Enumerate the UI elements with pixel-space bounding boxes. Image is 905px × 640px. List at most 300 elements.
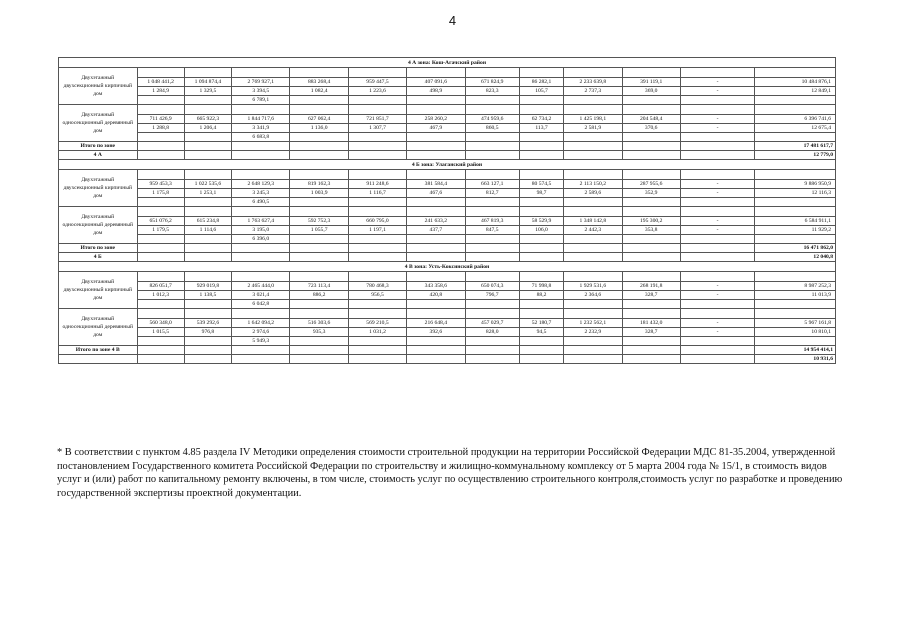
- empty-cell: [184, 151, 231, 160]
- cost-value-cell: 959 447,5: [348, 78, 406, 87]
- unit-cost-cell: 1 082,4: [290, 87, 348, 96]
- cost-value-cell: 539 292,6: [184, 319, 231, 328]
- cost-value-cell: -: [680, 319, 754, 328]
- cost-value-cell: 826 051,7: [137, 282, 184, 291]
- cost-value-cell: 516 303,6: [290, 319, 348, 328]
- empty-cell: [680, 253, 754, 262]
- empty-cell: [680, 133, 754, 142]
- unit-cost-cell: 2 232,9: [564, 328, 622, 337]
- empty-cell: [564, 207, 622, 217]
- empty-cell: [407, 96, 465, 105]
- unit-cost-cell: 498,9: [407, 87, 465, 96]
- empty-cell: [519, 68, 563, 78]
- spacer-row: [59, 170, 836, 180]
- cost-value-cell: 204 548,4: [622, 115, 680, 124]
- unit-cost-cell: 467,9: [407, 124, 465, 133]
- empty-cell: [407, 337, 465, 346]
- unit-cost-cell: 2 442,3: [564, 226, 622, 235]
- empty-cell: [184, 309, 231, 319]
- cost-value-cell: 959 453,3: [137, 180, 184, 189]
- building-type-label: Двухэтажный двухсекционный кирпичный дом: [59, 272, 138, 309]
- empty-cell: [407, 68, 465, 78]
- unit-cost-cell: 1 012,3: [137, 291, 184, 300]
- zone-total-label: 4 Б: [59, 253, 138, 262]
- cost-value-cell: 86 282,1: [519, 78, 563, 87]
- empty-cell: [232, 151, 290, 160]
- empty-cell: [519, 244, 563, 253]
- empty-cell: [622, 346, 680, 355]
- empty-cell: [232, 346, 290, 355]
- empty-cell: [519, 133, 563, 142]
- cost-value-cell: 663 127,1: [465, 180, 519, 189]
- empty-cell: [465, 96, 519, 105]
- empty-cell: [232, 272, 290, 282]
- zone-heading: 4 Б зона: Улаганский район: [59, 160, 836, 170]
- empty-cell: [184, 235, 231, 244]
- empty-cell: [290, 300, 348, 309]
- unit-cost-cell: 1 031,2: [348, 328, 406, 337]
- cost-value-cell: 1 048 441,2: [137, 78, 184, 87]
- cost-value-cell: 474 959,6: [465, 115, 519, 124]
- empty-cell: [232, 170, 290, 180]
- empty-cell: [232, 142, 290, 151]
- cost-value-cell: 1 348 142,8: [564, 217, 622, 226]
- cost-value-cell: 1 094 874,4: [184, 78, 231, 87]
- cost-value-cell: 1 232 562,1: [564, 319, 622, 328]
- empty-cell: [519, 337, 563, 346]
- building-type-label: Двухэтажный односекционный деревянный дом: [59, 309, 138, 346]
- empty-cell: [137, 68, 184, 78]
- empty-cell: [184, 142, 231, 151]
- empty-cell: [407, 198, 465, 207]
- empty-cell: [407, 235, 465, 244]
- zone-heading: 4 В зона: Усть-Коксинский район: [59, 262, 836, 272]
- unit-cost-cell: 976,8: [184, 328, 231, 337]
- empty-cell: [290, 198, 348, 207]
- empty-cell: [680, 151, 754, 160]
- table-row: [59, 328, 836, 337]
- table-row: [59, 124, 836, 133]
- empty-cell: [137, 235, 184, 244]
- cost-value-cell: 2 233 639,8: [564, 78, 622, 87]
- empty-cell: [622, 170, 680, 180]
- cost-value-cell: 1 929 531,6: [564, 282, 622, 291]
- zone-total-row: [59, 253, 836, 262]
- empty-cell: [407, 133, 465, 142]
- cost-value-cell: 52 180,7: [519, 319, 563, 328]
- empty-cell: [622, 300, 680, 309]
- empty-cell: [232, 244, 290, 253]
- building-type-label: Двухэтажный односекционный деревянный дом: [59, 207, 138, 244]
- empty-cell: [184, 355, 231, 364]
- empty-cell: [622, 235, 680, 244]
- empty-cell: [622, 151, 680, 160]
- zone-cost-table: [58, 57, 836, 364]
- cost-value-cell: 457 029,7: [465, 319, 519, 328]
- empty-cell: [407, 253, 465, 262]
- empty-cell: [622, 355, 680, 364]
- empty-cell: [465, 309, 519, 319]
- cost-value-cell: 721 851,7: [348, 115, 406, 124]
- empty-cell: [465, 142, 519, 151]
- empty-cell: [348, 151, 406, 160]
- empty-cell: [137, 96, 184, 105]
- zone-total-value: 12 779,0: [755, 151, 836, 160]
- empty-cell: [465, 105, 519, 115]
- unit-cost-cell: 352,9: [622, 189, 680, 198]
- sub-total-cell: 6 789,1: [232, 96, 290, 105]
- empty-cell: [622, 68, 680, 78]
- zone-heading-row: [59, 160, 836, 170]
- empty-cell: [680, 337, 754, 346]
- unit-cost-cell: 1 116,7: [348, 189, 406, 198]
- empty-cell: [680, 272, 754, 282]
- cost-value-cell: 2 648 129,3: [232, 180, 290, 189]
- empty-cell: [137, 133, 184, 142]
- zone-total-value: 17 481 617,7: [755, 142, 836, 151]
- unit-cost-cell: 113,7: [519, 124, 563, 133]
- empty-cell: [755, 198, 836, 207]
- unit-cost-cell: 2 974,6: [232, 328, 290, 337]
- empty-cell: [184, 96, 231, 105]
- empty-cell: [348, 68, 406, 78]
- cost-value-cell: 1 844 717,6: [232, 115, 290, 124]
- empty-cell: [755, 105, 836, 115]
- spacer-row: [59, 207, 836, 217]
- table-row: [59, 235, 836, 244]
- empty-cell: [564, 170, 622, 180]
- empty-cell: [407, 272, 465, 282]
- cost-value-cell: 195 300,2: [622, 217, 680, 226]
- empty-cell: [290, 68, 348, 78]
- empty-cell: [137, 309, 184, 319]
- sub-total-cell: 6 396,0: [232, 235, 290, 244]
- building-type-label: Двухэтажный односекционный деревянный дом: [59, 105, 138, 142]
- empty-cell: [680, 207, 754, 217]
- zone-total-row: [59, 355, 836, 364]
- empty-cell: [407, 346, 465, 355]
- table-row: [59, 133, 836, 142]
- building-type-label: Двухэтажный двухсекционный кирпичный дом: [59, 68, 138, 105]
- cost-value-cell: 241 633,2: [407, 217, 465, 226]
- empty-cell: [519, 96, 563, 105]
- empty-cell: [348, 96, 406, 105]
- zone-heading-row: [59, 262, 836, 272]
- unit-cost-cell: 370,6: [622, 124, 680, 133]
- empty-cell: [348, 105, 406, 115]
- unit-cost-cell: 420,8: [407, 291, 465, 300]
- empty-cell: [232, 253, 290, 262]
- empty-cell: [407, 244, 465, 253]
- cost-value-cell: 929 019,8: [184, 282, 231, 291]
- empty-cell: [755, 170, 836, 180]
- unit-cost-cell: 1 288,8: [137, 124, 184, 133]
- cost-value-cell: 1 022 535,6: [184, 180, 231, 189]
- empty-cell: [465, 68, 519, 78]
- empty-cell: [680, 142, 754, 151]
- unit-cost-cell: 1 136,0: [290, 124, 348, 133]
- empty-cell: [465, 337, 519, 346]
- zone-total-value: 16 471 862,0: [755, 244, 836, 253]
- unit-cost-cell: 12 849,1: [755, 87, 836, 96]
- empty-cell: [407, 105, 465, 115]
- empty-cell: [519, 235, 563, 244]
- empty-cell: [564, 300, 622, 309]
- empty-cell: [519, 142, 563, 151]
- empty-cell: [184, 253, 231, 262]
- empty-cell: [290, 96, 348, 105]
- table-row: [59, 217, 836, 226]
- empty-cell: [564, 346, 622, 355]
- empty-cell: [465, 198, 519, 207]
- cost-value-cell: 1 425 198,1: [564, 115, 622, 124]
- empty-cell: [348, 170, 406, 180]
- empty-cell: [519, 253, 563, 262]
- zone-total-label: Итого по зоне: [59, 244, 138, 253]
- unit-cost-cell: 1 138,5: [184, 291, 231, 300]
- cost-value-cell: 6 396 741,6: [755, 115, 836, 124]
- unit-cost-cell: 2 737,3: [564, 87, 622, 96]
- empty-cell: [519, 272, 563, 282]
- empty-cell: [564, 272, 622, 282]
- unit-cost-cell: 2 581,9: [564, 124, 622, 133]
- cost-value-cell: 819 162,3: [290, 180, 348, 189]
- empty-cell: [465, 207, 519, 217]
- cost-value-cell: 660 795,0: [348, 217, 406, 226]
- empty-cell: [519, 170, 563, 180]
- building-type-label: Двухэтажный двухсекционный кирпичный дом: [59, 170, 138, 207]
- spacer-row: [59, 68, 836, 78]
- unit-cost-cell: 12 675,4: [755, 124, 836, 133]
- unit-cost-cell: 3 245,3: [232, 189, 290, 198]
- empty-cell: [290, 105, 348, 115]
- empty-cell: [680, 235, 754, 244]
- table-row: [59, 226, 836, 235]
- cost-value-cell: 883 268,4: [290, 78, 348, 87]
- unit-cost-cell: 1 055,7: [290, 226, 348, 235]
- empty-cell: [622, 253, 680, 262]
- unit-cost-cell: 11 013,9: [755, 291, 836, 300]
- empty-cell: [290, 133, 348, 142]
- empty-cell: [519, 355, 563, 364]
- empty-cell: [407, 355, 465, 364]
- empty-cell: [184, 272, 231, 282]
- empty-cell: [622, 272, 680, 282]
- empty-cell: [564, 68, 622, 78]
- empty-cell: [232, 105, 290, 115]
- unit-cost-cell: 823,3: [465, 87, 519, 96]
- empty-cell: [348, 235, 406, 244]
- zone-total-label: Итого по зоне: [59, 142, 138, 151]
- empty-cell: [622, 337, 680, 346]
- empty-cell: [755, 96, 836, 105]
- empty-cell: [348, 337, 406, 346]
- unit-cost-cell: 1 015,5: [137, 328, 184, 337]
- unit-cost-cell: 10 810,1: [755, 328, 836, 337]
- empty-cell: [622, 142, 680, 151]
- table-row: [59, 282, 836, 291]
- table-row: [59, 96, 836, 105]
- empty-cell: [680, 309, 754, 319]
- empty-cell: [519, 346, 563, 355]
- unit-cost-cell: 1 197,1: [348, 226, 406, 235]
- cost-value-cell: 6 584 911,1: [755, 217, 836, 226]
- empty-cell: [348, 346, 406, 355]
- empty-cell: [755, 300, 836, 309]
- cost-value-cell: 665 922,3: [184, 115, 231, 124]
- cost-value-cell: 181 432,0: [622, 319, 680, 328]
- unit-cost-cell: -: [680, 189, 754, 198]
- empty-cell: [465, 272, 519, 282]
- empty-cell: [290, 272, 348, 282]
- unit-cost-cell: 847,5: [465, 226, 519, 235]
- empty-cell: [137, 151, 184, 160]
- cost-value-cell: 258 260,2: [407, 115, 465, 124]
- spacer-row: [59, 309, 836, 319]
- empty-cell: [184, 105, 231, 115]
- zone-total-row: [59, 244, 836, 253]
- table-row: [59, 78, 836, 87]
- empty-cell: [465, 151, 519, 160]
- unit-cost-cell: 860,5: [465, 124, 519, 133]
- cost-value-cell: -: [680, 282, 754, 291]
- cost-value-cell: 58 529,9: [519, 217, 563, 226]
- empty-cell: [290, 170, 348, 180]
- cost-value-cell: 391 119,1: [622, 78, 680, 87]
- empty-cell: [290, 253, 348, 262]
- empty-cell: [564, 105, 622, 115]
- empty-cell: [184, 300, 231, 309]
- cost-value-cell: 343 358,6: [407, 282, 465, 291]
- empty-cell: [680, 68, 754, 78]
- empty-cell: [348, 253, 406, 262]
- cost-value-cell: 216 648,4: [407, 319, 465, 328]
- empty-cell: [755, 133, 836, 142]
- empty-cell: [290, 142, 348, 151]
- unit-cost-cell: 1 253,1: [184, 189, 231, 198]
- empty-cell: [348, 133, 406, 142]
- empty-cell: [290, 244, 348, 253]
- empty-cell: [184, 133, 231, 142]
- table-body: [59, 58, 836, 364]
- empty-cell: [137, 142, 184, 151]
- unit-cost-cell: 1 003,9: [290, 189, 348, 198]
- unit-cost-cell: 2 589,6: [564, 189, 622, 198]
- empty-cell: [680, 105, 754, 115]
- empty-cell: [564, 198, 622, 207]
- empty-cell: [465, 355, 519, 364]
- empty-cell: [465, 244, 519, 253]
- unit-cost-cell: 3 021,4: [232, 291, 290, 300]
- unit-cost-cell: 796,7: [465, 291, 519, 300]
- empty-cell: [137, 105, 184, 115]
- zone-total-label: 4 А: [59, 151, 138, 160]
- cost-value-cell: 287 955,6: [622, 180, 680, 189]
- empty-cell: [184, 244, 231, 253]
- empty-cell: [137, 244, 184, 253]
- empty-cell: [680, 96, 754, 105]
- empty-cell: [137, 272, 184, 282]
- empty-cell: [137, 300, 184, 309]
- unit-cost-cell: 1 114,6: [184, 226, 231, 235]
- empty-cell: [348, 300, 406, 309]
- spacer-row: [59, 272, 836, 282]
- empty-cell: [137, 207, 184, 217]
- empty-cell: [465, 235, 519, 244]
- unit-cost-cell: 105,7: [519, 87, 563, 96]
- empty-cell: [184, 346, 231, 355]
- table-row: [59, 115, 836, 124]
- empty-cell: [622, 96, 680, 105]
- table-row: [59, 300, 836, 309]
- unit-cost-cell: 812,7: [465, 189, 519, 198]
- table-row: [59, 87, 836, 96]
- empty-cell: [564, 142, 622, 151]
- empty-cell: [465, 300, 519, 309]
- empty-cell: [680, 244, 754, 253]
- empty-cell: [564, 337, 622, 346]
- empty-cell: [137, 170, 184, 180]
- unit-cost-cell: 369,0: [622, 87, 680, 96]
- unit-cost-cell: 1 175,8: [137, 189, 184, 198]
- empty-cell: [137, 355, 184, 364]
- unit-cost-cell: 3 341,9: [232, 124, 290, 133]
- cost-value-cell: 560 348,0: [137, 319, 184, 328]
- table-row: [59, 180, 836, 189]
- empty-cell: [519, 300, 563, 309]
- empty-cell: [564, 355, 622, 364]
- empty-cell: [184, 68, 231, 78]
- empty-cell: [137, 337, 184, 346]
- cost-value-cell: 711 426,9: [137, 115, 184, 124]
- empty-cell: [755, 207, 836, 217]
- empty-cell: [184, 198, 231, 207]
- zone-total-label: Итого по зоне 4 В: [59, 346, 138, 355]
- table-row: [59, 198, 836, 207]
- cost-value-cell: -: [680, 115, 754, 124]
- empty-cell: [622, 244, 680, 253]
- table-row: [59, 337, 836, 346]
- empty-cell: [680, 346, 754, 355]
- sub-total-cell: 6 683,8: [232, 133, 290, 142]
- unit-cost-cell: 328,7: [622, 328, 680, 337]
- cost-value-cell: 651 076,2: [137, 217, 184, 226]
- cost-value-cell: 8 987 252,3: [755, 282, 836, 291]
- empty-cell: [564, 96, 622, 105]
- cost-value-cell: 268 191,8: [622, 282, 680, 291]
- unit-cost-cell: 467,6: [407, 189, 465, 198]
- cost-value-cell: 407 091,6: [407, 78, 465, 87]
- empty-cell: [755, 272, 836, 282]
- empty-cell: [290, 337, 348, 346]
- unit-cost-cell: 437,7: [407, 226, 465, 235]
- unit-cost-cell: 828,0: [465, 328, 519, 337]
- sub-total-cell: 6 042,8: [232, 300, 290, 309]
- cost-value-cell: 650 074,3: [465, 282, 519, 291]
- unit-cost-cell: -: [680, 226, 754, 235]
- empty-cell: [564, 151, 622, 160]
- empty-cell: [348, 207, 406, 217]
- cost-value-cell: 1 763 627,4: [232, 217, 290, 226]
- empty-cell: [290, 235, 348, 244]
- empty-cell: [519, 105, 563, 115]
- empty-cell: [407, 170, 465, 180]
- cost-value-cell: 2 769 927,1: [232, 78, 290, 87]
- empty-cell: [232, 355, 290, 364]
- empty-cell: [184, 337, 231, 346]
- empty-cell: [519, 207, 563, 217]
- empty-cell: [564, 235, 622, 244]
